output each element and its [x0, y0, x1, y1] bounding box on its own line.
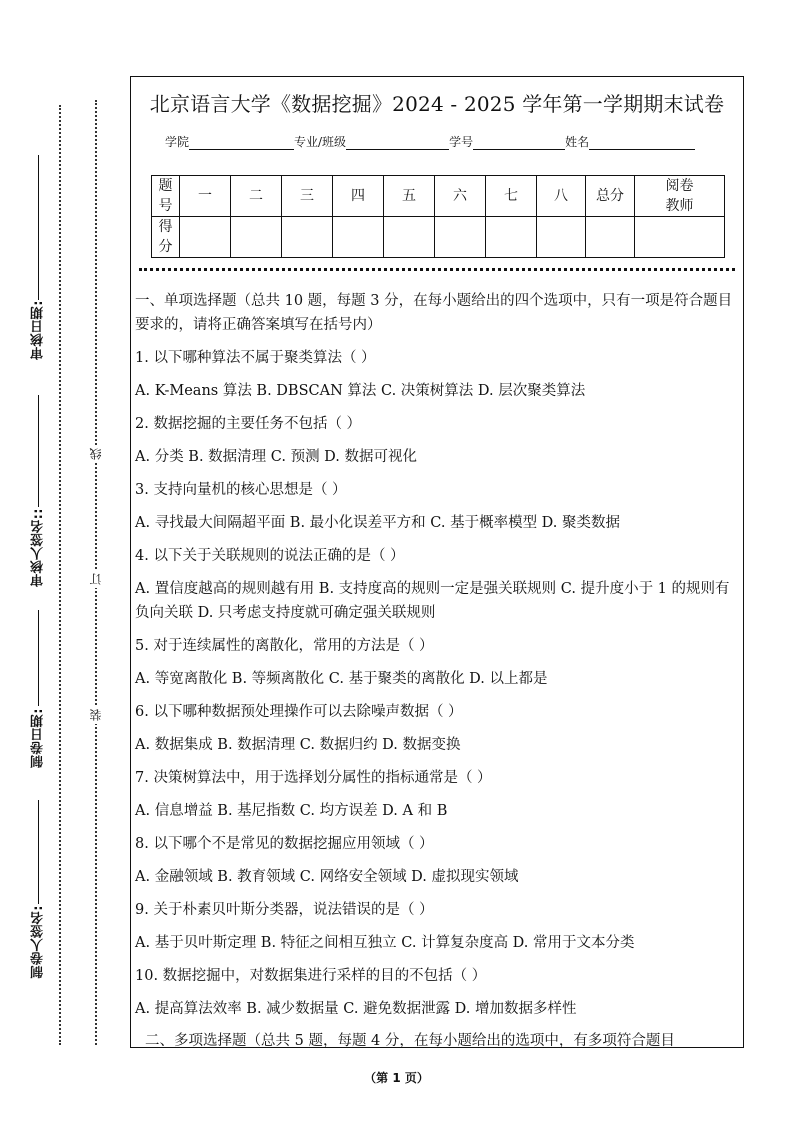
question-5: 5. 对于连续属性的离散化，常用的方法是（ ） — [135, 638, 434, 654]
question-10-options: A. 提高算法效率 B. 减少数据量 C. 避免数据泄露 D. 增加数据多样性 — [135, 1001, 577, 1017]
question-5-options: A. 等宽离散化 B. 等频离散化 C. 基于聚类的离散化 D. 以上都是 — [135, 671, 548, 687]
reviewer-sign-field — [26, 508, 50, 587]
make-date-line — [38, 610, 39, 706]
col-6: 六 — [435, 176, 486, 217]
question-2-options: A. 分类 B. 数据清理 C. 预测 D. 数据可视化 — [135, 449, 418, 465]
score-cell[interactable] — [231, 217, 282, 258]
reviewer-cell[interactable] — [635, 217, 725, 258]
score-cell[interactable] — [180, 217, 231, 258]
score-table — [151, 175, 725, 258]
question-2: 2. 数据挖掘的主要任务不包括（ ） — [135, 416, 362, 432]
col-5: 五 — [384, 176, 435, 217]
question-3: 3. 支持向量机的核心思想是（ ） — [135, 482, 347, 498]
question-list — [135, 346, 741, 1021]
maker-sign-field — [26, 905, 50, 978]
col-8: 八 — [537, 176, 586, 217]
maker-sign-label: 制卷人签名: — [30, 905, 46, 979]
question-1: 1. 以下哪种算法不属于聚类算法（ ） — [135, 350, 376, 366]
review-date-label: 审核日期: — [30, 300, 46, 360]
question-1-options: A. K-Means 算法 B. DBSCAN 算法 C. 决策树算法 D. 层次聚类算法 — [135, 383, 586, 399]
college-label: 学院 — [165, 135, 190, 149]
section1-heading: 一、单项选择题（总共 10 题，每题 3 分，在每小题给出的四个选项中，只有一项是符合题目要求的，请将正确答案填写在括号内） — [135, 293, 733, 333]
question-4-options: A. 置信度越高的规则越有用 B. 支持度高的规则一定是强关联规则 C. 提升度小于 1 的规则有负向关联 D. 只考虑支持度就可确定强关联规则 — [135, 581, 730, 621]
col-7: 七 — [486, 176, 537, 217]
name-field[interactable] — [589, 137, 695, 150]
section2-heading: 二、多项选择题（总共 5 题，每题 4 分，在每小题给出的选项中，有多项符合题目 — [145, 1033, 675, 1049]
score-cell[interactable] — [384, 217, 435, 258]
col-2: 二 — [231, 176, 282, 217]
question-10: 10. 数据挖掘中，对数据集进行采样的目的不包括（ ） — [135, 968, 487, 984]
question-8: 8. 以下哪个不是常见的数据挖掘应用领域（ ） — [135, 836, 434, 852]
review-date-field — [26, 300, 50, 360]
score-total-cell[interactable] — [586, 217, 635, 258]
review-date-line — [38, 155, 39, 300]
student-info-row — [165, 133, 695, 150]
reviewer-sign-line — [38, 395, 39, 507]
bind-char-line: 线 — [87, 445, 104, 463]
name-label: 姓名 — [565, 135, 590, 149]
bind-char-staple: 订 — [87, 570, 104, 588]
score-cell[interactable] — [435, 217, 486, 258]
reviewer-head: 阅卷 教师 — [635, 176, 725, 217]
exam-title: 北京语言大学《数据挖掘》2024 - 2025 学年第一学期期末试卷 — [149, 92, 725, 116]
reviewer-sign-label: 审核人签名:: — [30, 508, 46, 587]
score-head: 得 分 — [152, 217, 180, 258]
question-9: 9. 关于朴素贝叶斯分类器，说法错误的是（ ） — [135, 902, 434, 918]
question-6-options: A. 数据集成 B. 数据清理 C. 数据归约 D. 数据变换 — [135, 737, 461, 753]
exam-frame — [130, 76, 744, 1048]
question-9-options: A. 基于贝叶斯定理 B. 特征之间相互独立 C. 计算复杂度高 D. 常用于文本分类 — [135, 935, 635, 951]
col-total: 总分 — [586, 176, 635, 217]
major-field[interactable] — [346, 137, 449, 150]
question-6: 6. 以下哪种数据预处理操作可以去除噪声数据（ ） — [135, 704, 463, 720]
college-field[interactable] — [189, 137, 294, 150]
question-3-options: A. 寻找最大间隔超平面 B. 最小化误差平方和 C. 基于概率模型 D. 聚类数据 — [135, 515, 621, 531]
separator-dots — [139, 268, 735, 271]
score-table-header-row — [152, 176, 725, 217]
exam-content — [135, 289, 741, 1053]
bind-char-bind: 装 — [87, 706, 104, 724]
question-number-head: 题 号 — [152, 176, 180, 217]
col-1: 一 — [180, 176, 231, 217]
score-cell[interactable] — [537, 217, 586, 258]
col-3: 三 — [282, 176, 333, 217]
score-cell[interactable] — [486, 217, 537, 258]
question-7-options: A. 信息增益 B. 基尼指数 C. 均方误差 D. A 和 B — [135, 803, 448, 819]
col-4: 四 — [333, 176, 384, 217]
page-number: （第 1 页） — [364, 1071, 429, 1085]
question-8-options: A. 金融领域 B. 教育领域 C. 网络安全领域 D. 虚拟现实领域 — [135, 869, 519, 885]
score-table-score-row — [152, 217, 725, 258]
score-cell[interactable] — [282, 217, 333, 258]
major-label: 专业/班级 — [294, 135, 347, 149]
score-cell[interactable] — [333, 217, 384, 258]
student-id-field[interactable] — [473, 137, 565, 150]
question-4: 4. 以下关于关联规则的说法正确的是（ ） — [135, 548, 405, 564]
student-id-label: 学号 — [449, 135, 474, 149]
make-date-label: 制卷日期: — [30, 708, 46, 768]
make-date-field — [26, 708, 50, 768]
question-7: 7. 决策树算法中，用于选择划分属性的指标通常是（ ） — [135, 770, 492, 786]
binding-dotted-line — [59, 105, 61, 1045]
maker-sign-line — [38, 800, 39, 904]
